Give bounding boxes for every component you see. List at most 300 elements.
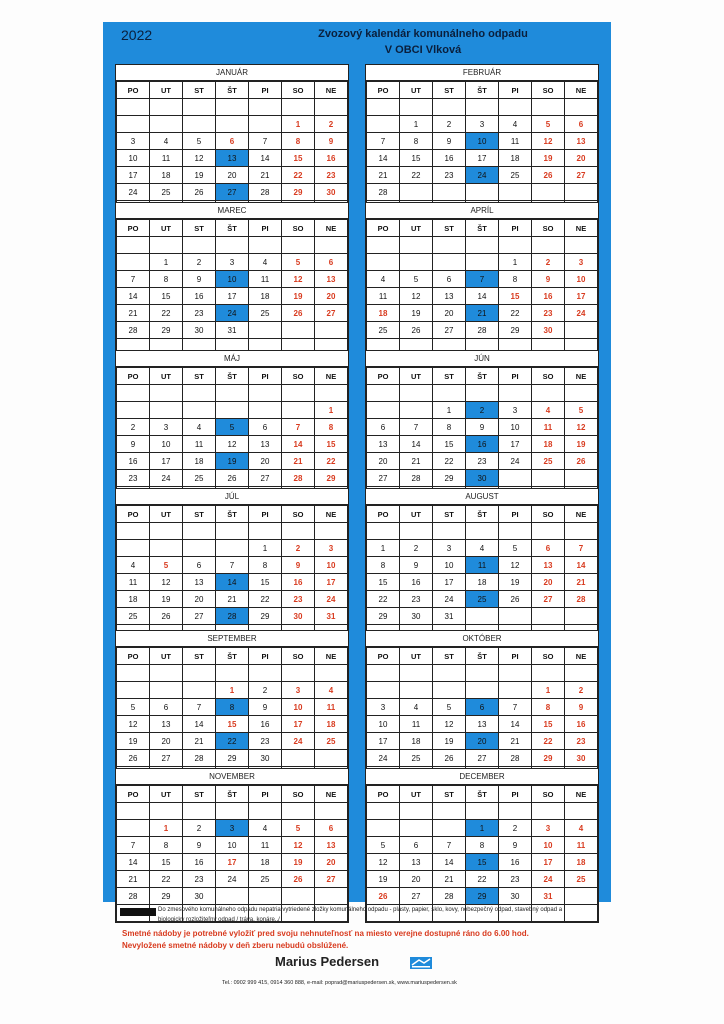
day-cell: 3 [216,254,249,271]
empty-cell [183,540,216,557]
day-cell: 1 [466,820,499,837]
calendar-sheet [103,22,611,902]
day-cell: 31 [216,322,249,339]
empty-cell [183,665,216,682]
weekday-header: UT [400,220,433,237]
empty-cell [532,608,565,625]
brand-logo-icon [410,957,432,969]
day-cell: 6 [565,116,598,133]
empty-cell [565,237,598,254]
day-cell: 29 [367,608,400,625]
weekday-header: ST [433,368,466,385]
day-cell: 19 [565,436,598,453]
day-cell: 9 [249,699,282,716]
day-cell: 21 [565,574,598,591]
month-table [366,505,598,642]
day-cell: 25 [499,167,532,184]
day-cell: 28 [367,184,400,201]
day-cell: 5 [216,419,249,436]
month-title: OKTÓBER [366,631,598,647]
empty-cell [466,385,499,402]
empty-cell [249,665,282,682]
day-cell: 10 [117,150,150,167]
weekday-header: ŠT [216,220,249,237]
day-cell: 23 [315,167,348,184]
empty-cell [315,237,348,254]
empty-cell [183,523,216,540]
day-cell: 21 [466,305,499,322]
empty-cell [532,237,565,254]
day-cell: 4 [183,419,216,436]
empty-cell [367,402,400,419]
empty-cell [565,608,598,625]
empty-cell [499,99,532,116]
weekday-header: PI [249,220,282,237]
day-cell: 21 [433,871,466,888]
day-cell: 4 [466,540,499,557]
day-cell: 17 [282,716,315,733]
empty-cell [433,665,466,682]
day-cell: 12 [216,436,249,453]
day-cell: 6 [367,419,400,436]
empty-cell [315,322,348,339]
empty-cell [367,820,400,837]
empty-cell [117,99,150,116]
day-cell: 11 [400,716,433,733]
day-cell: 8 [216,699,249,716]
day-cell: 26 [282,305,315,322]
day-cell: 14 [499,716,532,733]
empty-cell [532,99,565,116]
empty-cell [466,184,499,201]
day-cell: 20 [565,150,598,167]
day-cell: 1 [400,116,433,133]
weekday-header: UT [150,506,183,523]
day-cell: 13 [532,557,565,574]
empty-cell [216,540,249,557]
empty-cell [249,99,282,116]
empty-cell [565,322,598,339]
weekday-header: PI [249,82,282,99]
day-cell: 18 [150,167,183,184]
empty-cell [150,237,183,254]
day-cell: 24 [433,591,466,608]
weekday-header: ST [433,82,466,99]
day-cell: 29 [150,888,183,905]
day-cell: 8 [150,271,183,288]
empty-cell [367,523,400,540]
day-cell: 11 [117,574,150,591]
day-cell: 7 [282,419,315,436]
empty-cell [499,385,532,402]
weekday-header: SO [532,506,565,523]
day-cell: 26 [433,750,466,767]
day-cell: 15 [433,436,466,453]
empty-cell [183,116,216,133]
day-cell: 29 [315,470,348,487]
day-cell: 13 [183,574,216,591]
empty-cell [282,523,315,540]
month-block [115,488,349,643]
day-cell: 10 [150,436,183,453]
day-cell: 19 [183,167,216,184]
month-block [365,350,599,505]
day-cell: 6 [315,820,348,837]
empty-cell [400,803,433,820]
day-cell: 20 [400,871,433,888]
empty-cell [565,523,598,540]
day-cell: 24 [367,750,400,767]
empty-cell [532,470,565,487]
weekday-header: PO [117,786,150,803]
day-cell: 12 [150,574,183,591]
day-cell: 20 [315,288,348,305]
month-title: MAREC [116,203,348,219]
day-cell: 8 [532,699,565,716]
title-line-2: V OBCI Vlková [384,44,462,56]
day-cell: 27 [315,305,348,322]
month-title: JÚN [366,351,598,367]
day-cell: 12 [565,419,598,436]
empty-cell [216,385,249,402]
day-cell: 9 [315,133,348,150]
weekday-header: PI [499,220,532,237]
day-cell: 12 [282,837,315,854]
day-cell: 19 [282,288,315,305]
title-line-1: Zvozový kalendár komunálneho odpadu [318,28,528,40]
day-cell: 16 [315,150,348,167]
weekday-header: UT [400,648,433,665]
empty-cell [367,254,400,271]
day-cell: 4 [400,699,433,716]
weekday-header: NE [315,220,348,237]
day-cell: 26 [367,888,400,905]
day-cell: 16 [249,716,282,733]
day-cell: 28 [499,750,532,767]
day-cell: 8 [150,837,183,854]
weekday-header: NE [315,506,348,523]
empty-cell [433,237,466,254]
day-cell: 24 [315,591,348,608]
empty-cell [315,803,348,820]
day-cell: 11 [183,436,216,453]
footer [0,902,724,1024]
day-cell: 27 [183,608,216,625]
day-cell: 17 [117,167,150,184]
day-cell: 6 [466,699,499,716]
day-cell: 19 [367,871,400,888]
day-cell: 29 [532,750,565,767]
empty-cell [400,523,433,540]
day-cell: 23 [249,733,282,750]
day-cell: 15 [400,150,433,167]
empty-cell [499,470,532,487]
empty-cell [117,803,150,820]
day-cell: 16 [282,574,315,591]
day-cell: 9 [499,837,532,854]
day-cell: 30 [249,750,282,767]
empty-cell [216,803,249,820]
day-cell: 21 [117,871,150,888]
day-cell: 24 [282,733,315,750]
day-cell: 29 [249,608,282,625]
day-cell: 14 [565,557,598,574]
day-cell: 18 [249,854,282,871]
empty-cell [466,254,499,271]
month-block [365,768,599,923]
weekday-header: PO [117,648,150,665]
empty-cell [117,402,150,419]
day-cell: 2 [565,682,598,699]
day-cell: 1 [315,402,348,419]
day-cell: 15 [150,288,183,305]
day-cell: 26 [499,591,532,608]
day-cell: 7 [183,699,216,716]
weekday-header: PO [367,220,400,237]
weekday-header: UT [400,368,433,385]
day-cell: 5 [532,116,565,133]
day-cell: 5 [499,540,532,557]
day-cell: 30 [565,750,598,767]
day-cell: 22 [150,305,183,322]
empty-cell [150,682,183,699]
day-cell: 18 [565,854,598,871]
day-cell: 5 [433,699,466,716]
day-cell: 13 [400,854,433,871]
day-cell: 4 [367,271,400,288]
month-title: NOVEMBER [116,769,348,785]
day-cell: 17 [315,574,348,591]
day-cell: 22 [532,733,565,750]
day-cell: 12 [433,716,466,733]
weekday-header: ST [183,368,216,385]
day-cell: 29 [433,470,466,487]
weekday-header: ST [433,506,466,523]
day-cell: 7 [117,271,150,288]
day-cell: 29 [216,750,249,767]
empty-cell [249,523,282,540]
empty-cell [499,665,532,682]
day-cell: 3 [565,254,598,271]
day-cell: 2 [282,540,315,557]
weekday-header: SO [532,82,565,99]
day-cell: 20 [466,733,499,750]
day-cell: 29 [466,888,499,905]
day-cell: 5 [117,699,150,716]
day-cell: 27 [433,322,466,339]
day-cell: 2 [400,540,433,557]
weekday-header: ŠT [466,82,499,99]
day-cell: 24 [150,470,183,487]
day-cell: 25 [183,470,216,487]
weekday-header: ŠT [216,786,249,803]
day-cell: 25 [117,608,150,625]
day-cell: 11 [249,271,282,288]
day-cell: 19 [150,591,183,608]
day-cell: 15 [315,436,348,453]
day-cell: 30 [282,608,315,625]
empty-cell [400,682,433,699]
month-table [116,367,348,504]
day-cell: 18 [532,436,565,453]
empty-cell [400,665,433,682]
month-table [366,367,598,504]
day-cell: 17 [565,288,598,305]
month-table [116,219,348,356]
month-table [366,81,598,218]
day-cell: 26 [400,322,433,339]
day-cell: 6 [216,133,249,150]
weekday-header: UT [400,786,433,803]
day-cell: 27 [565,167,598,184]
day-cell: 18 [117,591,150,608]
month-title: FEBRUÁR [366,65,598,81]
empty-cell [183,385,216,402]
day-cell: 25 [367,322,400,339]
empty-cell [565,99,598,116]
day-cell: 27 [315,871,348,888]
empty-cell [117,665,150,682]
empty-cell [315,523,348,540]
day-cell: 17 [433,574,466,591]
day-cell: 4 [499,116,532,133]
day-cell: 7 [216,557,249,574]
day-cell: 13 [150,716,183,733]
day-cell: 2 [499,820,532,837]
day-cell: 4 [249,820,282,837]
day-cell: 14 [117,288,150,305]
day-cell: 14 [466,288,499,305]
weekday-header: PI [499,648,532,665]
day-cell: 5 [367,837,400,854]
day-cell: 5 [282,820,315,837]
day-cell: 9 [183,271,216,288]
empty-cell [367,116,400,133]
day-cell: 7 [400,419,433,436]
empty-cell [183,682,216,699]
weekday-header: ST [433,220,466,237]
day-cell: 19 [433,733,466,750]
day-cell: 12 [532,133,565,150]
weekday-header: NE [315,786,348,803]
day-cell: 15 [499,288,532,305]
day-cell: 16 [466,436,499,453]
day-cell: 15 [466,854,499,871]
day-cell: 23 [466,453,499,470]
day-cell: 2 [433,116,466,133]
weekday-header: SO [282,368,315,385]
day-cell: 13 [249,436,282,453]
day-cell: 3 [117,133,150,150]
empty-cell [150,540,183,557]
day-cell: 15 [249,574,282,591]
day-cell: 14 [282,436,315,453]
weekday-header: UT [150,786,183,803]
weekday-header: PI [499,506,532,523]
day-cell: 6 [532,540,565,557]
empty-cell [367,385,400,402]
day-cell: 9 [117,436,150,453]
day-cell: 5 [183,133,216,150]
day-cell: 24 [565,305,598,322]
empty-cell [282,322,315,339]
empty-cell [117,385,150,402]
day-cell: 19 [400,305,433,322]
day-cell: 3 [499,402,532,419]
day-cell: 26 [565,453,598,470]
day-cell: 22 [367,591,400,608]
day-cell: 18 [400,733,433,750]
day-cell: 9 [400,557,433,574]
day-cell: 16 [499,854,532,871]
empty-cell [150,665,183,682]
weekday-header: PO [117,220,150,237]
day-cell: 3 [466,116,499,133]
day-cell: 10 [315,557,348,574]
empty-cell [400,385,433,402]
empty-cell [433,682,466,699]
day-cell: 8 [249,557,282,574]
day-cell: 6 [315,254,348,271]
day-cell: 9 [183,837,216,854]
day-cell: 7 [499,699,532,716]
empty-cell [433,523,466,540]
day-cell: 19 [282,854,315,871]
empty-cell [433,254,466,271]
day-cell: 19 [216,453,249,470]
empty-cell [216,523,249,540]
day-cell: 26 [150,608,183,625]
day-cell: 18 [315,716,348,733]
weekday-header: ŠT [466,220,499,237]
day-cell: 12 [282,271,315,288]
day-cell: 12 [499,557,532,574]
weekday-header: UT [150,368,183,385]
weekday-header: SO [282,506,315,523]
day-cell: 16 [565,716,598,733]
day-cell: 5 [150,557,183,574]
day-cell: 27 [367,470,400,487]
day-cell: 25 [532,453,565,470]
day-cell: 3 [433,540,466,557]
day-cell: 11 [315,699,348,716]
day-cell: 2 [183,254,216,271]
day-cell: 7 [367,133,400,150]
day-cell: 13 [216,150,249,167]
day-cell: 9 [565,699,598,716]
empty-cell [400,237,433,254]
empty-cell [315,665,348,682]
weekday-header: PI [499,82,532,99]
day-cell: 16 [117,453,150,470]
weekday-header: PO [117,506,150,523]
weekday-header: PO [367,786,400,803]
empty-cell [499,803,532,820]
day-cell: 1 [532,682,565,699]
day-cell: 13 [315,837,348,854]
day-cell: 14 [216,574,249,591]
day-cell: 25 [249,871,282,888]
empty-cell [499,523,532,540]
weekday-header: UT [400,506,433,523]
empty-cell [249,402,282,419]
day-cell: 23 [499,871,532,888]
day-cell: 20 [183,591,216,608]
day-cell: 17 [466,150,499,167]
weekday-header: ST [433,786,466,803]
day-cell: 8 [433,419,466,436]
day-cell: 7 [565,540,598,557]
